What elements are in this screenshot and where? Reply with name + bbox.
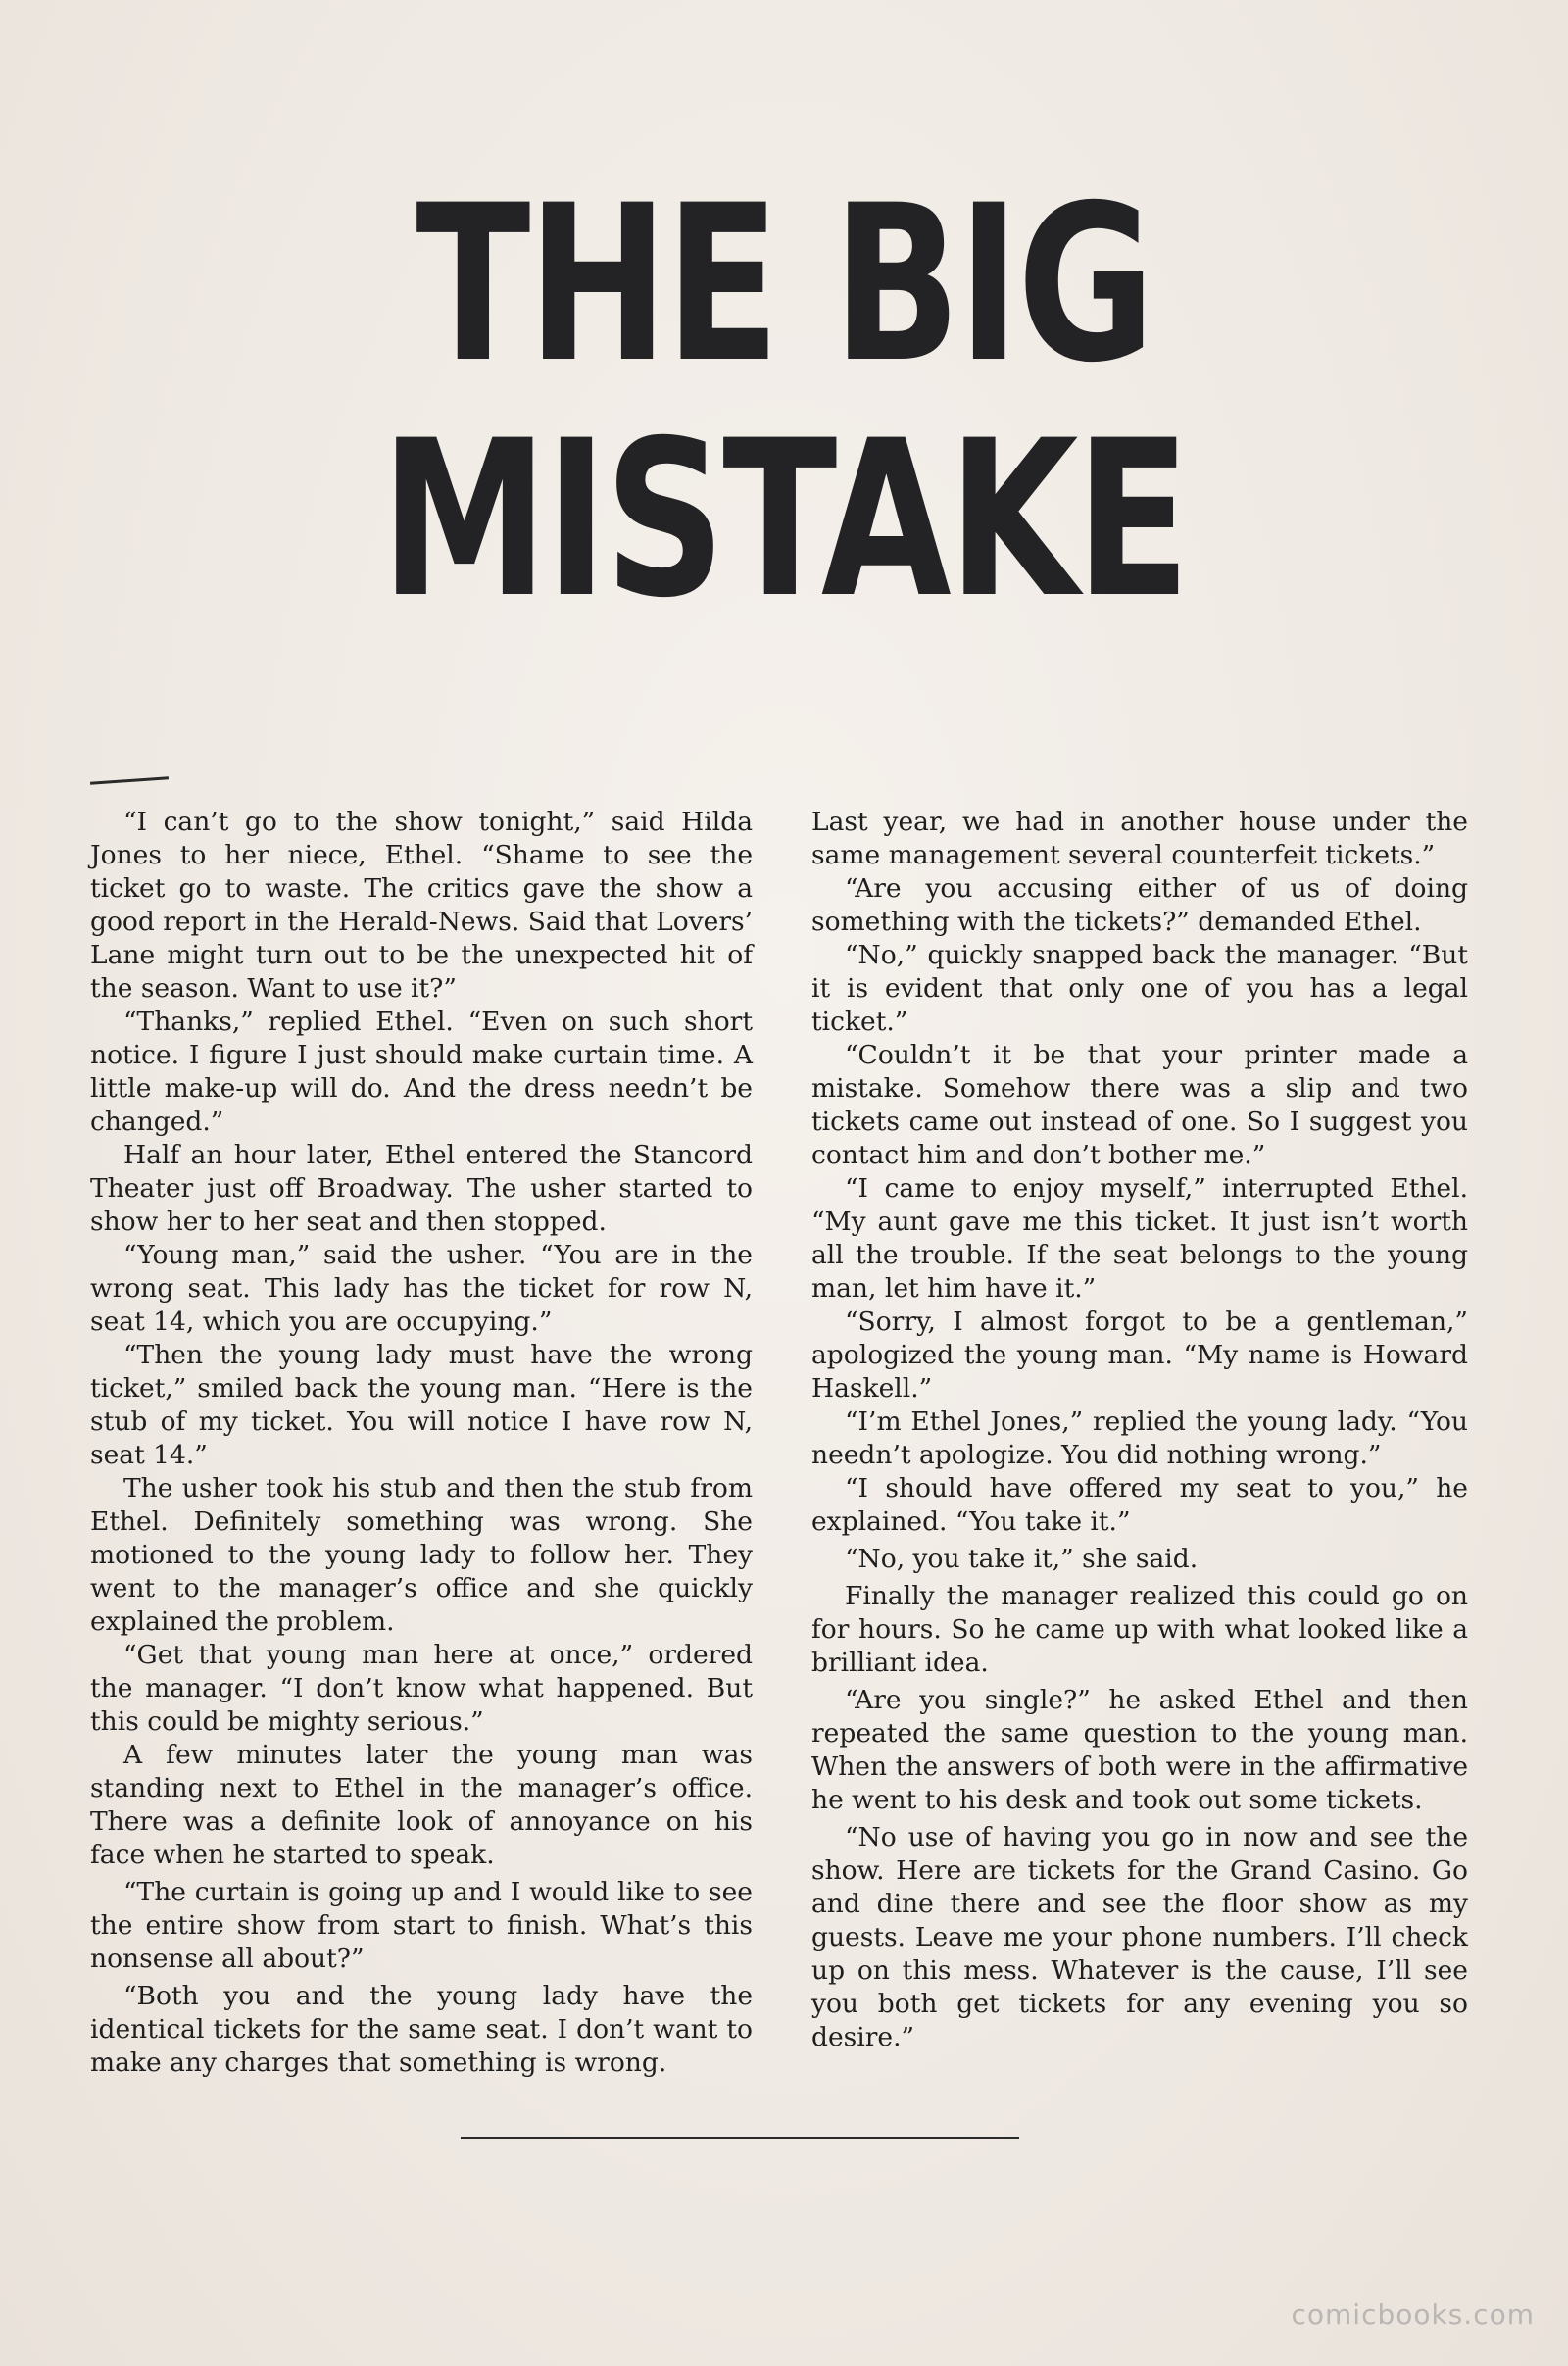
story-paragraph: “Both you and the young lady have the identical tickets for the same seat. I don’t want to make any charges that something is wrong. bbox=[90, 1981, 753, 2078]
story-paragraph: “Thanks,” replied Ethel. “Even on such short notice. I figure I just should make curtain time. A little make-up will do. And the dress needn’t be changed.” bbox=[90, 1007, 753, 1137]
story-paragraph: “Couldn’t it be that your printer made a mistake. Somehow there was a slip and two tickets came out instead of one. So I suggest you contact him and don’t bother me.” bbox=[811, 1040, 1468, 1170]
story-paragraph: “Are you accusing either of us of doing something with the tickets?” demanded Ethel. bbox=[811, 873, 1468, 937]
story-paragraph: “Sorry, I almost forgot to be a gentleman,” apologized the young man. “My name is Howard Haskell.” bbox=[811, 1306, 1468, 1404]
site-watermark: comicbooks.com bbox=[1291, 2298, 1535, 2331]
story-paragraph: “Then the young lady must have the wrong ticket,” smiled back the young man. “Here is the stub of my ticket. You will notice I have row N, seat 14.” bbox=[90, 1340, 753, 1470]
story-paragraph: “No use of having you go in now and see the show. Here are tickets for the Grand Casino. Go and dine there and see the floor show as my guests. Leave me your phone numbers. I’ll check up on this mess. Whatever is the cause, I’ll see you both get tickets for any evening you so desire.” bbox=[811, 1822, 1468, 2052]
story-paragraph: “Get that young man here at once,” ordered the manager. “I don’t know what happened. But this could be mighty serious.” bbox=[90, 1640, 753, 1737]
story-paragraph: “I came to enjoy myself,” interrupted Ethel. “My aunt gave me this ticket. It just isn’t worth all the trouble. If the seat belongs to the young man, let him have it.” bbox=[811, 1173, 1468, 1304]
story-paragraph: “No, you take it,” she said. bbox=[845, 1544, 1199, 1574]
story-paragraph: The usher took his stub and then the stub from Ethel. Definitely something was wrong. She motioned to the young lady to follow her. They went to the manager’s office and she quickly explained the problem. bbox=[90, 1473, 753, 1637]
story-column-right bbox=[811, 806, 1468, 2054]
story-title-line-2: MISTAKE bbox=[380, 394, 1188, 645]
story-title-line-1: THE BIG bbox=[416, 159, 1152, 410]
story-paragraph: “No,” quickly snapped back the manager. “But it is evident that only one of you has a legal ticket.” bbox=[811, 940, 1468, 1037]
story-paragraph: Finally the manager realized this could go on for hours. So he came up with what looked like a brilliant idea. bbox=[811, 1581, 1468, 1678]
story-paragraph: A few minutes later the young man was standing next to Ethel in the manager’s office. There was a definite look of annoyance on his face when he started to speak. bbox=[90, 1740, 753, 1870]
story-paragraph: “I can’t go to the show tonight,” said Hilda Jones to her niece, Ethel. “Shame to see the ticket go to waste. The critics gave the show a good report in the Herald-News. Said that Lovers’ Lane might turn out to be the unexpected hit of the season. Want to use it?” bbox=[90, 807, 754, 1004]
story-paragraph: “I should have offered my seat to you,” he explained. “You take it.” bbox=[811, 1473, 1468, 1537]
story-column-left bbox=[90, 806, 753, 2080]
bottom-rule-divider bbox=[461, 2137, 1019, 2139]
top-rule-divider bbox=[90, 776, 169, 785]
story-paragraph: “The curtain is going up and I would like to see the entire show from start to finish. What’s this nonsense all about?” bbox=[90, 1877, 753, 1974]
story-paragraph: “Young man,” said the usher. “You are in the wrong seat. This lady has the ticket for row N, seat 14, which you are occupying.” bbox=[90, 1240, 753, 1337]
story-paragraph: “I’m Ethel Jones,” replied the young lady. “You needn’t apologize. You did nothing wrong.” bbox=[811, 1406, 1468, 1470]
story-paragraph: “Are you single?” he asked Ethel and then repeated the same question to the young man. When the answers of both were in the affirmative he went to his desk and took out some tickets. bbox=[811, 1685, 1468, 1815]
story-paragraph: Last year, we had in another house under the same management several counterfeit tickets.” bbox=[811, 807, 1468, 870]
story-paragraph: Half an hour later, Ethel entered the Stancord Theater just off Broadway. The usher started to show her to her seat and then stopped. bbox=[90, 1140, 753, 1237]
